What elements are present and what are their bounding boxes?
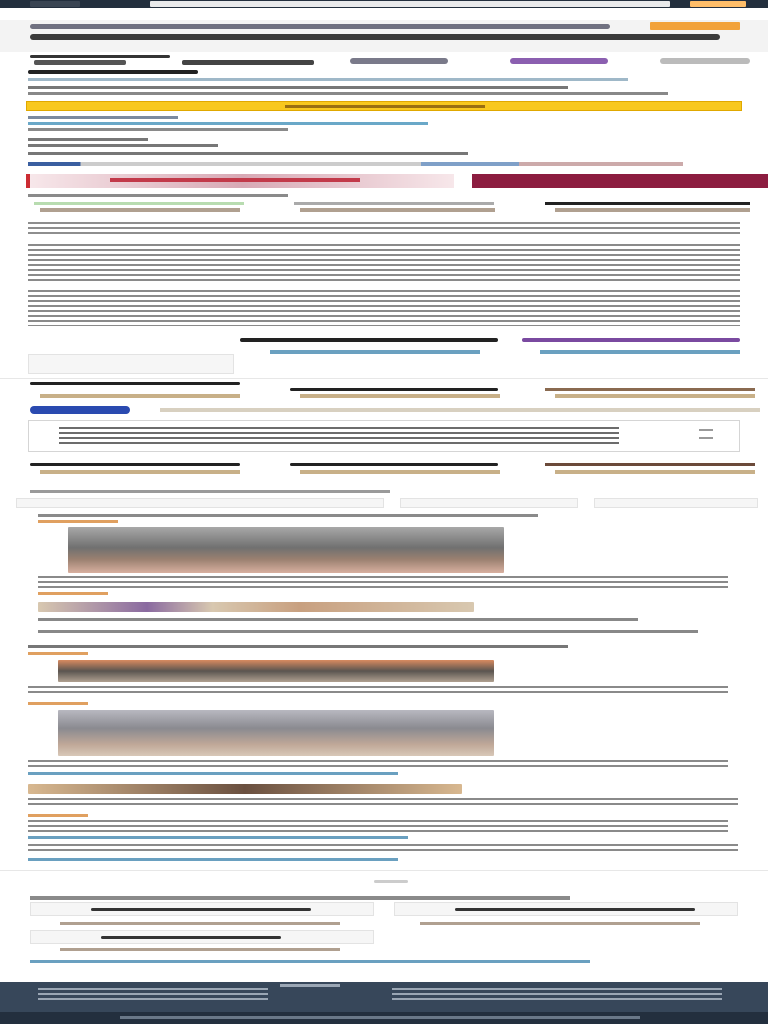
spec-title: [290, 388, 498, 391]
review-text: [28, 760, 728, 770]
related-card[interactable]: [30, 902, 374, 916]
related-card[interactable]: [394, 902, 738, 916]
review-link[interactable]: [28, 772, 398, 775]
amazon-logo[interactable]: [30, 1, 80, 7]
description-block: [28, 244, 740, 284]
compare-link[interactable]: [540, 350, 740, 354]
card-label[interactable]: [40, 208, 240, 212]
related-card-text: [420, 922, 700, 925]
review-stars: [28, 652, 88, 655]
color-swatch-strip[interactable]: [28, 162, 683, 166]
comparison-table: [28, 420, 740, 452]
footer-copyright-line: [120, 1016, 640, 1019]
see-more-button[interactable]: [374, 880, 408, 883]
reviews-heading-line: [30, 490, 390, 493]
review-text: [38, 576, 728, 588]
brand-logo[interactable]: [30, 406, 130, 414]
text-line: [28, 152, 468, 155]
thumbnail[interactable]: [34, 60, 126, 65]
badge: [650, 22, 740, 30]
spec-title: [30, 463, 240, 466]
text-line: [28, 144, 218, 147]
spec-title: [545, 463, 755, 466]
customer-photo[interactable]: [28, 784, 462, 794]
thumbnail[interactable]: [510, 58, 608, 64]
title-line: [30, 55, 170, 58]
review-text: [38, 618, 638, 621]
brand-row-text: [160, 408, 760, 412]
review-stars: [38, 520, 118, 523]
compare-title: [240, 338, 498, 342]
card-label[interactable]: [555, 208, 750, 212]
footer-links[interactable]: [392, 988, 722, 1002]
related-card-title: [455, 908, 695, 911]
footer-link[interactable]: [280, 984, 340, 987]
customer-photo[interactable]: [58, 660, 494, 682]
review-tab[interactable]: [16, 498, 384, 508]
divider: [0, 378, 768, 379]
brand-banner[interactable]: [26, 174, 454, 188]
review-title: [38, 514, 538, 517]
related-card-text: [60, 948, 340, 951]
card-label[interactable]: [300, 208, 495, 212]
thumbnail[interactable]: [182, 60, 314, 65]
footer-bottom: [0, 1012, 768, 1024]
text-line: [28, 138, 148, 141]
compare-link[interactable]: [270, 350, 480, 354]
variant-line[interactable]: [28, 116, 178, 119]
card-top: [294, 202, 494, 205]
spec-title: [30, 382, 240, 385]
related-card-title: [101, 936, 281, 939]
description-block: [28, 222, 740, 236]
review-stars: [28, 814, 88, 817]
related-heading-line: [30, 896, 570, 900]
section-heading: [28, 194, 288, 197]
review-title: [28, 645, 568, 648]
cart-button[interactable]: [690, 1, 746, 7]
variant-line[interactable]: [28, 122, 428, 125]
spec-value: [300, 394, 500, 398]
review-stars: [38, 592, 108, 595]
review-link[interactable]: [28, 836, 408, 839]
divider: [0, 870, 768, 871]
buy-label-line: [285, 105, 485, 108]
table-cell: [699, 437, 713, 439]
thumbnail[interactable]: [660, 58, 750, 64]
buy-now-button[interactable]: [26, 101, 742, 111]
search-input[interactable]: [150, 1, 670, 7]
title-line: [30, 34, 720, 40]
spec-title: [545, 388, 755, 391]
spec-value: [40, 394, 240, 398]
card-top: [34, 202, 244, 205]
spec-value: [300, 470, 500, 474]
spec-value: [555, 470, 755, 474]
footer-links[interactable]: [38, 988, 268, 1002]
table-cell: [699, 429, 713, 431]
review-text: [38, 630, 698, 633]
review-text: [28, 686, 728, 694]
variant-line: [28, 128, 288, 131]
link-line[interactable]: [28, 78, 628, 81]
customer-photo[interactable]: [68, 527, 504, 573]
customer-photo[interactable]: [38, 602, 474, 612]
review-text: [28, 844, 738, 854]
compare-card[interactable]: [28, 354, 234, 374]
review-tab[interactable]: [400, 498, 578, 508]
card-top: [545, 202, 750, 205]
related-card[interactable]: [30, 930, 374, 944]
rating-row[interactable]: [28, 70, 198, 74]
review-stars: [28, 702, 88, 705]
banner-text: [110, 178, 360, 182]
customer-photo[interactable]: [58, 710, 494, 756]
text-line: [28, 86, 568, 89]
compare-title: [522, 338, 740, 342]
related-link-line[interactable]: [30, 960, 590, 963]
review-tab[interactable]: [594, 498, 758, 508]
review-text: [28, 798, 738, 806]
spec-value: [555, 394, 755, 398]
related-card-title: [91, 908, 311, 911]
product-title-band: [0, 20, 768, 52]
title-line: [30, 24, 610, 29]
description-block: [28, 290, 740, 326]
spec-title: [290, 463, 498, 466]
text-line: [28, 92, 668, 95]
brand-banner[interactable]: [472, 174, 768, 188]
table-rows: [59, 427, 619, 447]
spec-value: [40, 470, 240, 474]
review-link[interactable]: [28, 858, 398, 861]
related-card-text: [60, 922, 340, 925]
review-text: [28, 820, 728, 832]
top-nav-bar: [0, 0, 768, 8]
thumbnail[interactable]: [350, 58, 448, 64]
